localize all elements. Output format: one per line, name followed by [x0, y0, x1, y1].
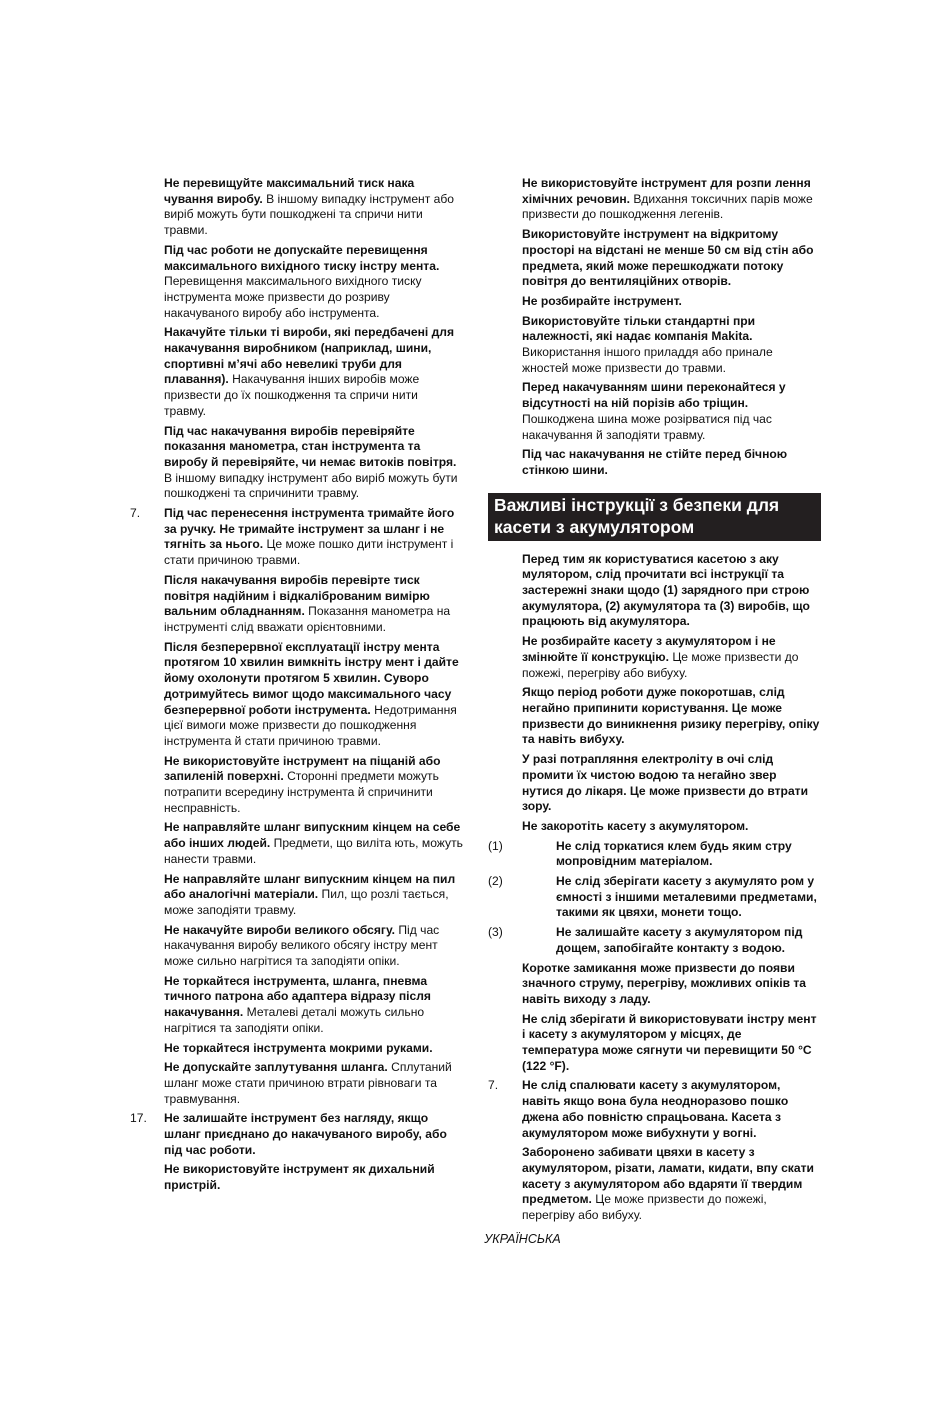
paragraph: Не слід торкатися клем будь яким стру мопровідним матеріалом.: [556, 838, 792, 869]
paragraph: Використовуйте інструмент на відкритому просторі на відстані не менше 50 см від стін або предмета, який може перешкоджати потоку повітря до вентиляційних отворів.: [522, 227, 814, 289]
paragraph: Заборонено забивати цвяхи в касету з акумулятором, різати, ламати, кидати, впу скати касету з акумулятором або вдаряти її твердим предметом. Це може призвести до пожежі, перегріву або вибуху.: [522, 1145, 814, 1223]
sub-list-item-3: [488, 925, 821, 956]
paragraph: Під час накачування не стійте перед бічною стінкою шини.: [522, 447, 788, 477]
paragraph: Не залишайте касету з акумулятором під дощем, запобігайте контакту з водою.: [556, 925, 803, 955]
paragraph: Під час перенесення інструмента тримайте його за ручку. Не тримайте інструмент за шланг і не тягніть за нього. Це може пошко дити інструмент і стати причиною травми.: [164, 506, 455, 568]
paragraph: Після безперервної експлуатації інстру мента протягом 10 хвилин вимкніть інстру мент і дайте йому охолонути протягом 5 хвилин. Суворо дотримуйтесь вимог щодо максимального часу безперервної роботи інструмента. Недотримання цієї вимоги може призвести до пошкодження інструмента й стати причиною травми.: [164, 639, 459, 748]
battery-safety-block-2: [488, 961, 821, 1075]
paragraph: Під час накачування виробів перевіряйте показання манометра, стан інструмента та виробу й перевіряйте, чи немає витоків повітря. В іншому випадку інструмент або виріб можуть бути пошкоджені та спричинити травму.: [164, 423, 458, 501]
paragraph: Не направляйте шланг випускним кінцем на пил або аналогічні матеріали. Пил, що розлі тається, може заподіяти травму.: [164, 871, 456, 917]
sub-item-number: (2): [488, 874, 503, 889]
paragraph: Не направляйте шланг випускним кінцем на себе або інших людей. Предмети, що виліта ють, можуть нанести травми.: [164, 820, 463, 866]
right-intro-block: [488, 176, 821, 479]
section-heading: [488, 493, 821, 541]
paragraph: Перед накачуванням шини переконайтеся у відсутності на ній порізів або тріщин. Пошкоджена шина може розірватися під час накачування й заподіяти травму.: [522, 380, 786, 442]
paragraph: Не перевищуйте максимальний тиск нака чування виробу. В іншому випадку інструмент або виріб можуть бути пошкоджені та спричи нити травми.: [164, 176, 454, 238]
item-number: 7.: [130, 506, 141, 521]
paragraph: Не залишайте інструмент без нагляду, якщо шланг приєднано до накачуваного виробу, або під час роботи.: [164, 1111, 447, 1157]
sub-item-number: (3): [488, 925, 503, 940]
paragraph: Не розбирайте касету з акумулятором і не змінюйте її конструкцію. Це може призвести до пожежі, перегріву або вибуху.: [522, 634, 799, 680]
list-item-7-battery: [488, 1078, 821, 1223]
paragraph: Після накачування виробів перевірте тиск повітря надійним і відкаліброваним вимірю вальним обладнанням. Показання манометра на інструменті слід вважати орієнтовними.: [164, 572, 451, 634]
heading-line: Важливі інструкції з безпеки для: [494, 494, 780, 515]
paragraph: Використовуйте тільки стандартні при належності, які надає компанія Makita. Використання іншого приладдя або принале жностей може призвести до травми.: [522, 313, 773, 375]
paragraph: Не слід зберігати й використовувати інстру мент і касету з акумулятором у місцях, де температура може сягнути чи перевищити 50 °C (122 °F).: [522, 1011, 817, 1073]
battery-safety-block: [488, 552, 821, 835]
list-item-7: [130, 506, 463, 1107]
paragraph: Перед тим як користуватися касетою з аку мулятором, слід прочитати всі інструкції та застережні знаки щодо (1) зарядного при строю акумулятора, (2) акумулятора та (3) виробів, що працюють від акумулятора.: [522, 551, 810, 629]
paragraph: Не закоротіть касету з акумулятором.: [522, 818, 749, 833]
paragraph: Не використовуйте інструмент як дихальний пристрій.: [164, 1162, 435, 1193]
paragraph: Не допускайте заплутування шланга. Сплутаний шланг може стати причиною втрати рівноваги та травмування.: [164, 1060, 452, 1106]
paragraph: Не використовуйте інструмент на піщаній або запиленій поверхні. Сторонні предмети можуть потрапити всередину інструмента й спричинити несправність.: [164, 753, 441, 815]
paragraph: Не слід зберігати касету з акумулято ром у ємності з іншими металевими предметами, такими як цвяхи, монети тощо.: [556, 874, 817, 920]
paragraph: Не використовуйте інструмент для розпи лення хімічних речовин. Вдихання токсичних парів може призвести до пошкодження легенів.: [522, 176, 813, 222]
sub-item-number: (1): [488, 838, 503, 853]
paragraph: У разі потрапляння електроліту в очі слід промити їх чистою водою та негайно звер нутися до лікаря. Це може призвести до втрати зору.: [522, 752, 809, 814]
item-number: 17.: [130, 1111, 147, 1126]
paragraph: Якщо період роботи дуже покоротшав, слід негайно припинити користування. Це може призвести до виникнення ризику перегріву, опіку та навіть вибуху.: [522, 685, 820, 747]
left-intro-block: [130, 176, 463, 502]
sub-list-item-2: [488, 874, 821, 921]
list-item-17: [130, 1111, 463, 1194]
paragraph: Не слід спалювати касету з акумулятором, навіть якщо вона була неодноразово пошко джена або повністю спрацьована. Касета з акумулятором може вибухнути у вогні.: [522, 1078, 789, 1140]
paragraph: Не торкайтеся інструмента, шланга, пневма тичного патрона або адаптера відразу після накачування. Металеві деталі можуть сильно нагрітися та заподіяти опіки.: [164, 973, 431, 1035]
paragraph: Не накачуйте вироби великого обсягу. Під час накачування виробу великого обсягу інстру мент може сильно нагрітися та заподіяти опіки.: [164, 922, 440, 969]
left-column: [130, 176, 463, 1198]
paragraph: Не розбирайте інструмент.: [522, 293, 682, 308]
paragraph: Не торкайтеся інструмента мокрими руками.: [164, 1040, 433, 1055]
item-number: 7.: [488, 1078, 499, 1093]
paragraph: Накачуйте тільки ті вироби, які передбачені для накачування виробником (наприклад, шини, спортивні м’ячі або невеликі труби для плавання). Накачування інших виробів може призвести до їх пошкодження та спричи нити травму.: [164, 325, 455, 418]
right-column: [488, 176, 821, 1228]
page-footer-language: УКРАЇНСЬКА: [484, 1232, 561, 1246]
heading-line: касети з акумулятором: [494, 516, 695, 537]
paragraph: Під час роботи не допускайте перевищення максимального вихідного тиску інстру мента. Перевищення максимального вихідного тиску інструмента може призвести до розриву накачуваного виробу або інструмента.: [164, 242, 440, 320]
sub-list-item-1: [488, 839, 821, 870]
paragraph: Коротке замикання може призвести до появи значного струму, перегріву, можливих опіків та навіть виходу з ладу.: [522, 960, 807, 1006]
